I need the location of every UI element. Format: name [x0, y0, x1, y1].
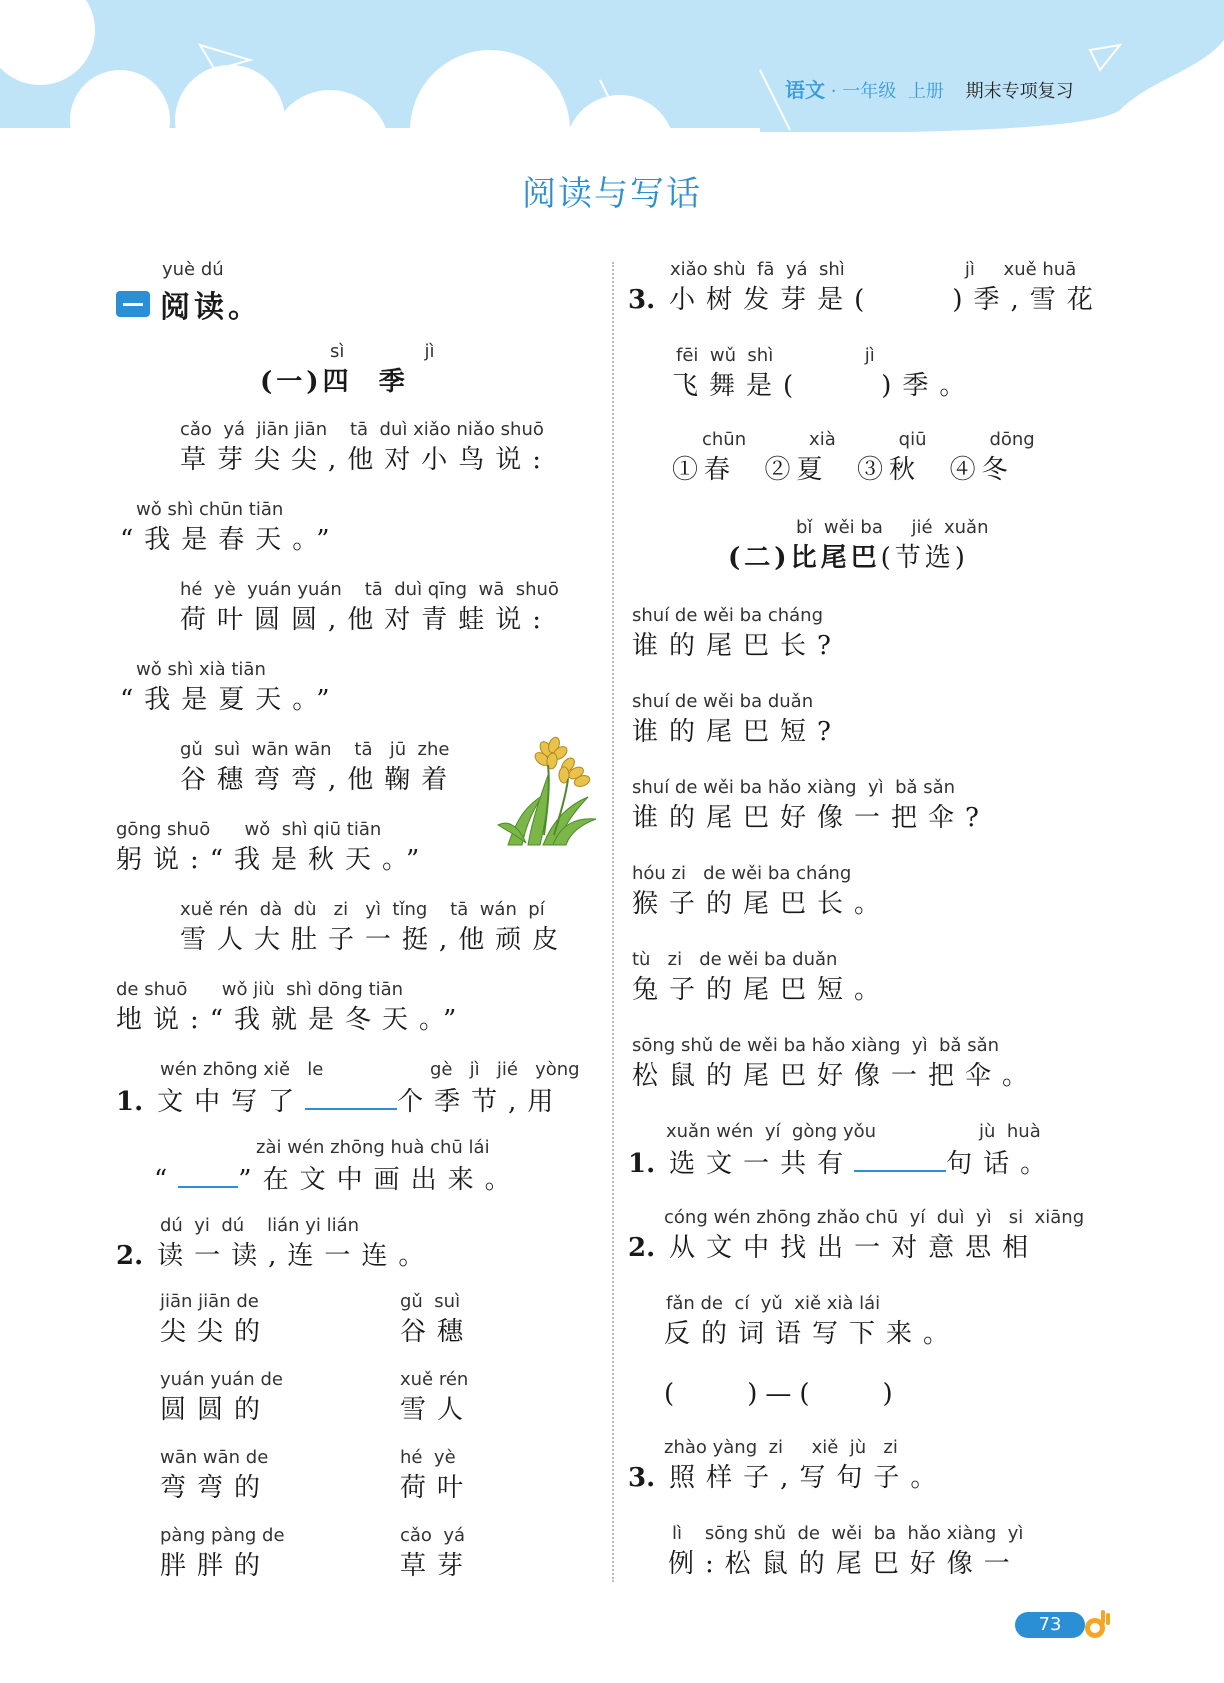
q3-right-text-2: 飞舞是( )季。: [672, 371, 977, 401]
page-number: 73: [1015, 1612, 1085, 1638]
passage1-line: [120, 498, 341, 558]
q1-right-pinyin: [666, 1120, 1041, 1144]
q3-right2-example: [668, 1546, 1021, 1582]
passage2-line: [632, 862, 891, 922]
q2-right-number: 2.: [628, 1233, 656, 1263]
q1-left-answer-blank[interactable]: [305, 1082, 397, 1110]
q3-right2-example-text: 例:松鼠的尾巴好像一: [668, 1549, 1021, 1579]
passage1-line-text: 荷叶圆圆,他对青蛙说:: [180, 605, 553, 635]
q1-left-pinyin-text-a: wén zhōng xiě le: [160, 1059, 324, 1080]
passage1-line: [180, 898, 569, 958]
passage1-line-pinyin: wǒ shì chūn tiān: [136, 499, 284, 520]
q3-right2-text: 照样子,写句子。: [669, 1463, 948, 1493]
q3-right-pinyin2-text: fēi wǔ shì jì: [676, 345, 875, 366]
passage1-line-pinyin: gōng shuō wǒ shì qiū tiān: [116, 819, 382, 840]
match-left-text: 弯弯的: [160, 1473, 272, 1503]
passage2-line: [632, 1034, 1039, 1094]
passage1-line-pinyin: gǔ suì wān wān tā jū zhe: [180, 739, 450, 760]
q1-right-question: [628, 1144, 1057, 1182]
q3-right-pinyin-1: [670, 258, 1076, 282]
header-breadcrumb: [785, 74, 1074, 103]
match-right-text: 荷叶: [400, 1473, 475, 1503]
passage1-line-pinyin: de shuō wǒ jiù shì dōng tiān: [116, 979, 404, 1000]
q2-right-answer-parens: ( )—( ): [664, 1379, 901, 1409]
q1-right-pinyin-text: xuǎn wén yí gòng yǒu jù huà: [666, 1121, 1041, 1142]
match-left-item[interactable]: [160, 1368, 283, 1428]
passage2-line-text: 谁的尾巴好像一把伞?: [632, 803, 990, 833]
passage2-line-pinyin: shuí de wěi ba hǎo xiàng yì bǎ sǎn: [632, 777, 956, 798]
q3-right-options-text: ①春 ②夏 ③秋 ④冬: [672, 455, 1014, 485]
q3-right-pinyin-2: [676, 344, 875, 368]
passage2-line-pinyin: hóu zi de wěi ba cháng: [632, 863, 852, 884]
passage2-title-pinyin-block: [796, 516, 988, 540]
passage1-line: [180, 418, 552, 478]
q1-right-number: 1.: [628, 1149, 656, 1179]
q1-left-pinyin-text-b: gè jì jié yòng: [430, 1059, 580, 1080]
q3-right2-number: 3.: [628, 1463, 656, 1493]
q3-right2-question: [628, 1460, 947, 1496]
section-heading: [162, 258, 224, 282]
q1-right-text-b: 句话。: [946, 1149, 1058, 1179]
q1-right-answer-blank[interactable]: [854, 1144, 946, 1172]
match-right-text: 草芽: [400, 1551, 475, 1581]
match-left-pinyin: wān wān de: [160, 1447, 269, 1468]
q1-left-pinyin-a: [160, 1058, 323, 1082]
passage2-line: [632, 948, 891, 1008]
match-left-pinyin: jiān jiān de: [160, 1291, 259, 1312]
header-grade: 一年级: [842, 81, 897, 102]
passage1-line: [120, 658, 341, 718]
passage2-line-pinyin: sōng shǔ de wěi ba hǎo xiàng yì bǎ sǎn: [632, 1035, 1000, 1056]
header-dot: ·: [830, 81, 837, 102]
q1-left-number: 1.: [116, 1087, 144, 1117]
passage2-line-pinyin: shuí de wěi ba cháng: [632, 605, 824, 626]
q3-right-options-pinyin-text: chūn xià qiū dōng: [702, 429, 1035, 450]
match-right-item[interactable]: [400, 1446, 474, 1506]
passage1-line-text: 地说:“我就是冬天。”: [116, 1005, 468, 1035]
passage2-line-text: 兔子的尾巴短。: [632, 975, 892, 1005]
q3-right2-pinyin-text: zhào yàng zi xiě jù zi: [664, 1437, 898, 1458]
passage1-line: [116, 818, 430, 878]
section-number-badge-icon: [116, 291, 150, 317]
passage2-line-text: 松鼠的尾巴好像一把伞。: [632, 1061, 1040, 1091]
match-left-item[interactable]: [160, 1290, 271, 1350]
q2-left-question: [116, 1238, 435, 1274]
q2-left-number: 2.: [116, 1241, 144, 1271]
passage1-line-pinyin: xuě rén dà dù zi yì tǐng tā wán pí: [180, 899, 545, 920]
q2-right-answer-row[interactable]: [664, 1376, 901, 1412]
passage2-line: [632, 776, 990, 836]
q1-left-pinyin-2: [256, 1136, 490, 1160]
q1-left-pinyin2-text: zài wén zhōng huà chū lái: [256, 1137, 490, 1158]
match-right-pinyin: gǔ suì: [400, 1291, 461, 1312]
section-title: 阅读。: [160, 290, 262, 325]
header-sky-banner: [0, 0, 1224, 140]
q3-right-options-pinyin: [702, 428, 1035, 452]
q3-right-options[interactable]: [672, 452, 1014, 488]
section-pinyin: yuè dú: [162, 259, 224, 280]
passage1-line-pinyin: hé yè yuán yuán tā duì qīng wā shuō: [180, 579, 559, 600]
passage1-title-row: [260, 364, 409, 400]
q1-left-question-2: [154, 1160, 522, 1198]
match-right-text: 雪人: [400, 1395, 475, 1425]
match-right-item[interactable]: [400, 1368, 474, 1428]
q1-right-text-a: 选文一共有: [669, 1149, 855, 1179]
passage1-line-pinyin: cǎo yá jiān jiān tā duì xiǎo niǎo shuō: [180, 419, 544, 440]
passage2-title-suffix: (节选): [880, 543, 969, 573]
passage2-title-row: [728, 540, 969, 576]
page-number-badge: [1015, 1608, 1110, 1642]
match-left-item[interactable]: [160, 1446, 271, 1506]
q2-right-line-2: [664, 1316, 960, 1352]
q3-right2-example-pinyin-text: lì sōng shǔ de wěi ba hǎo xiàng yì: [672, 1523, 1024, 1544]
q1-left-text-a: 文中写了: [157, 1087, 306, 1117]
match-right-text: 谷穗: [400, 1317, 475, 1347]
q1-left-quote-blank[interactable]: [178, 1160, 238, 1188]
passage2-line: [632, 690, 842, 750]
header-title: 期末专项复习: [965, 81, 1074, 102]
passage1-line-pinyin: wǒ shì xià tiān: [136, 659, 266, 680]
q3-right-text-1: 小树发芽是( )季,雪花: [669, 285, 1104, 315]
q2-right-text-1: 从文中找出一对意思相: [669, 1233, 1040, 1263]
q2-left-pinyin-text: dú yi dú lián yi lián: [160, 1215, 360, 1236]
passage1-line: [116, 978, 467, 1038]
rice-plant-icon: [488, 735, 600, 847]
header-book: 上册: [907, 81, 944, 102]
ok-hand-icon: [1079, 1608, 1113, 1642]
match-right-pinyin: cǎo yá: [400, 1525, 466, 1546]
q2-right-question: [628, 1230, 1039, 1266]
passage2-title-pinyin: bǐ wěi ba jié xuǎn: [796, 517, 989, 538]
match-left-text: 尖尖的: [160, 1317, 272, 1347]
q3-right-number: 3.: [628, 285, 656, 315]
q2-right-pinyin-2: [666, 1292, 880, 1316]
passage1-line-text: 谷穗弯弯,他鞠着: [180, 765, 459, 795]
q2-left-pinyin: [160, 1214, 359, 1238]
passage2-line-pinyin: tù zi de wěi ba duǎn: [632, 949, 838, 970]
q2-right-pinyin-1: [664, 1206, 1084, 1230]
passage1-line: [180, 738, 458, 798]
q1-left-text-b: 个季节,用: [397, 1087, 565, 1117]
q1-left-open-quote: “: [154, 1165, 179, 1195]
passage1-line-text: “我是春天。”: [120, 525, 341, 555]
q2-right-pinyin1-text: cóng wén zhōng zhǎo chū yí duì yì si xiāng: [664, 1207, 1085, 1228]
passage1-line-text: 躬说:“我是秋天。”: [116, 845, 431, 875]
match-left-pinyin: yuán yuán de: [160, 1369, 283, 1390]
passage1-line: [180, 578, 559, 638]
match-left-text: 胖胖的: [160, 1551, 272, 1581]
match-right-pinyin: hé yè: [400, 1447, 456, 1468]
passage2-line-pinyin: shuí de wěi ba duǎn: [632, 691, 814, 712]
q2-right-text-2: 反的词语写下来。: [664, 1319, 961, 1349]
passage1-line-text: 草芽尖尖,他对小鸟说:: [180, 445, 553, 475]
q1-left-question: [116, 1082, 564, 1120]
page-title: 阅读与写话: [522, 174, 702, 214]
q1-left-close-text: ”在文中画出来。: [238, 1165, 522, 1195]
passage1-title: (一)四 季: [260, 367, 409, 397]
q1-left-pinyin-b: [430, 1058, 580, 1082]
passage2-line: [632, 604, 842, 664]
match-left-item[interactable]: [160, 1524, 285, 1584]
q2-right-pinyin2-text: fǎn de cí yǔ xiě xià lái: [666, 1293, 881, 1314]
match-right-item[interactable]: [400, 1290, 474, 1350]
q3-right2-example-pinyin: [672, 1522, 1023, 1546]
passage1-line-text: 雪人大肚子一挺,他顽皮: [180, 925, 570, 955]
q3-right2-pinyin: [664, 1436, 898, 1460]
match-right-item[interactable]: [400, 1524, 474, 1584]
passage1-line-text: “我是夏天。”: [120, 685, 341, 715]
passage2-title: (二)比尾巴: [728, 543, 881, 573]
q3-right-line-2: [672, 368, 976, 404]
match-left-text: 圆圆的: [160, 1395, 272, 1425]
passage2-line-text: 猴子的尾巴长。: [632, 889, 892, 919]
q3-right-pinyin1-text: xiǎo shù fā yá shì jì xuě huā: [670, 259, 1077, 280]
passage1-title-block: [330, 340, 434, 364]
match-left-pinyin: pàng pàng de: [160, 1525, 285, 1546]
passage1-title-pinyin: sì jì: [330, 341, 435, 362]
passage2-line-text: 谁的尾巴长?: [632, 631, 842, 661]
q3-right-question: [628, 282, 1104, 318]
passage2-line-text: 谁的尾巴短?: [632, 717, 842, 747]
column-divider: [612, 262, 614, 1582]
header-subject: 语文: [785, 78, 825, 102]
q2-left-text: 读一读,连一连。: [157, 1241, 436, 1271]
match-right-pinyin: xuě rén: [400, 1369, 469, 1390]
section-title-row: [116, 282, 262, 326]
